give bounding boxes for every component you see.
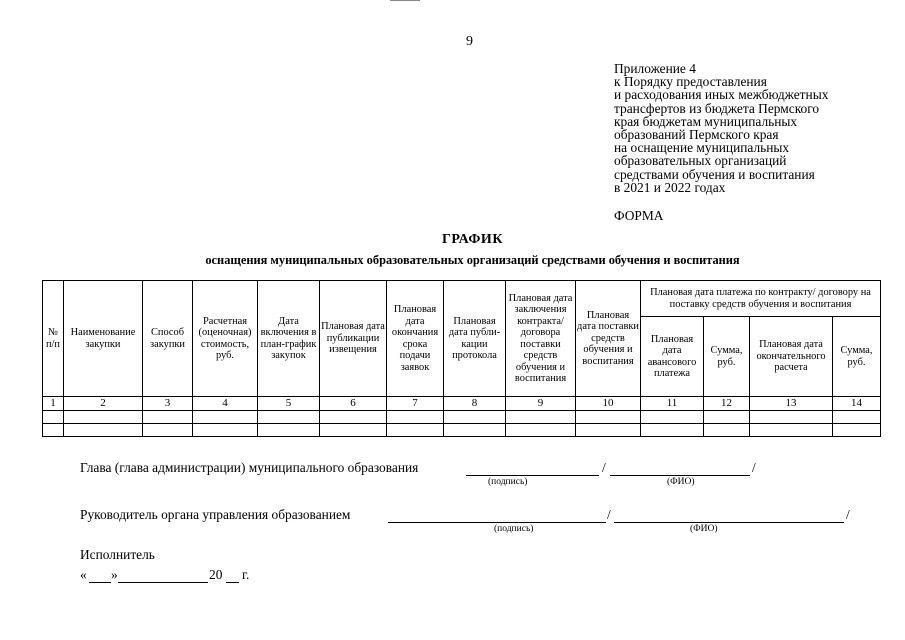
date-month-field[interactable] (118, 582, 208, 583)
page-number: 9 (466, 34, 473, 49)
appendix-line: образований Пермского края (614, 127, 779, 143)
appendix-block (614, 62, 899, 194)
document-subtitle: оснащения муниципальных образовательных организаций средствами обучения и воспитания (205, 253, 740, 267)
header-cell: Наименование закупки (64, 281, 143, 397)
table-cell[interactable] (193, 424, 258, 437)
manager-signature-label: Руководитель органа управления образованием (80, 507, 351, 522)
table-cell[interactable] (320, 424, 387, 437)
header-cell: Плановая дата авансового платежа (641, 317, 704, 397)
schedule-table (42, 280, 881, 437)
date-year-field[interactable] (226, 582, 239, 583)
top-edge-mark (390, 0, 420, 1)
header-cell: Плановая дата публи-кации протокола (444, 281, 506, 397)
column-number: 11 (641, 397, 704, 411)
manager-signature-field[interactable] (388, 522, 606, 523)
header-cell: Сумма, руб. (704, 317, 750, 397)
appendix-line: на оснащение муниципальных (614, 140, 790, 156)
column-number: 12 (704, 397, 750, 411)
header-cell: Плановая дата публикации извещения (320, 281, 387, 397)
table-cell[interactable] (506, 424, 576, 437)
column-number: 8 (444, 397, 506, 411)
name-caption: (ФИО) (667, 477, 695, 487)
table-cell[interactable] (64, 411, 143, 424)
header-cell: Плановая дата окончания срока подачи заявок (387, 281, 444, 397)
table-cell[interactable] (387, 424, 444, 437)
column-number: 10 (576, 397, 641, 411)
table-cell[interactable] (576, 411, 641, 424)
header-row (43, 281, 881, 317)
table-cell[interactable] (750, 411, 833, 424)
column-number: 9 (506, 397, 576, 411)
table-row (43, 411, 881, 424)
manager-name-field[interactable] (614, 522, 844, 523)
document-title: ГРАФИК (442, 232, 503, 247)
appendix-line: к Порядку предоставления (614, 74, 767, 90)
slash-separator: / (602, 460, 606, 475)
table-cell[interactable] (387, 411, 444, 424)
name-caption: (ФИО) (690, 524, 718, 534)
table-cell[interactable] (258, 424, 320, 437)
header-cell: Сумма, руб. (833, 317, 881, 397)
table-cell[interactable] (833, 424, 881, 437)
head-signature-field[interactable] (466, 475, 599, 476)
slash-separator: / (846, 507, 850, 522)
table-cell[interactable] (444, 424, 506, 437)
table-cell[interactable] (506, 411, 576, 424)
table-cell[interactable] (750, 424, 833, 437)
table-row (43, 424, 881, 437)
appendix-line: края бюджетам муниципальных (614, 113, 798, 129)
table-cell[interactable] (641, 411, 704, 424)
date-close-quote: » (111, 567, 118, 582)
column-number: 14 (833, 397, 881, 411)
column-number: 7 (387, 397, 444, 411)
executor-label: Исполнитель (80, 547, 155, 562)
head-name-field[interactable] (610, 475, 750, 476)
table-cell[interactable] (704, 424, 750, 437)
column-number: 4 (193, 397, 258, 411)
table-cell[interactable] (444, 411, 506, 424)
head-signature-label: Глава (глава администрации) муниципального образования (80, 460, 419, 475)
table-cell[interactable] (641, 424, 704, 437)
date-open-quote: « (80, 567, 87, 582)
table-cell[interactable] (833, 411, 881, 424)
column-number: 1 (43, 397, 64, 411)
column-number: 3 (143, 397, 193, 411)
appendix-line: трансфертов из бюджета Пермского (614, 100, 820, 116)
header-cell: Плановая дата окончательного расчета (750, 317, 833, 397)
slash-separator: / (607, 507, 611, 522)
date-year-suffix: г. (242, 567, 250, 582)
table-cell[interactable] (64, 424, 143, 437)
table-cell[interactable] (43, 424, 64, 437)
header-cell: Способ закупки (143, 281, 193, 397)
header-cell: Расчетная (оценочная) стоимость, руб. (193, 281, 258, 397)
table-cell[interactable] (258, 411, 320, 424)
table-cell[interactable] (43, 411, 64, 424)
column-number: 6 (320, 397, 387, 411)
column-number: 5 (258, 397, 320, 411)
table-cell[interactable] (193, 411, 258, 424)
appendix-line: в 2021 и 2022 годах (614, 179, 726, 195)
signature-caption: (подпись) (494, 524, 534, 534)
appendix-line: средствами обучения и воспитания (614, 166, 815, 182)
appendix-line: и расходования иных межбюджетных (614, 87, 829, 103)
header-cell: № п/п (43, 281, 64, 397)
signature-caption: (подпись) (488, 477, 528, 487)
header-group-cell: Плановая дата платежа по контракту/ договору на поставку средств обучения и воспитания (641, 281, 881, 317)
header-cell: Плановая дата поставки средств обучения и воспитания (576, 281, 641, 397)
date-century: 20 (209, 567, 223, 582)
form-label: ФОРМА (614, 208, 664, 223)
table-cell[interactable] (320, 411, 387, 424)
table-cell[interactable] (143, 411, 193, 424)
appendix-line: Приложение 4 (614, 61, 696, 76)
appendix-line: образовательных организаций (614, 153, 787, 169)
header-cell: Дата включения в план-график закупок (258, 281, 320, 397)
column-number: 13 (750, 397, 833, 411)
column-number-row (43, 397, 881, 411)
header-cell: Плановая дата заключения контракта/ договора поставки средств обучения и воспитания (506, 281, 576, 397)
table-cell[interactable] (143, 424, 193, 437)
table-cell[interactable] (576, 424, 641, 437)
column-number: 2 (64, 397, 143, 411)
table-cell[interactable] (704, 411, 750, 424)
date-day-field[interactable] (89, 582, 111, 583)
slash-separator: / (752, 460, 756, 475)
